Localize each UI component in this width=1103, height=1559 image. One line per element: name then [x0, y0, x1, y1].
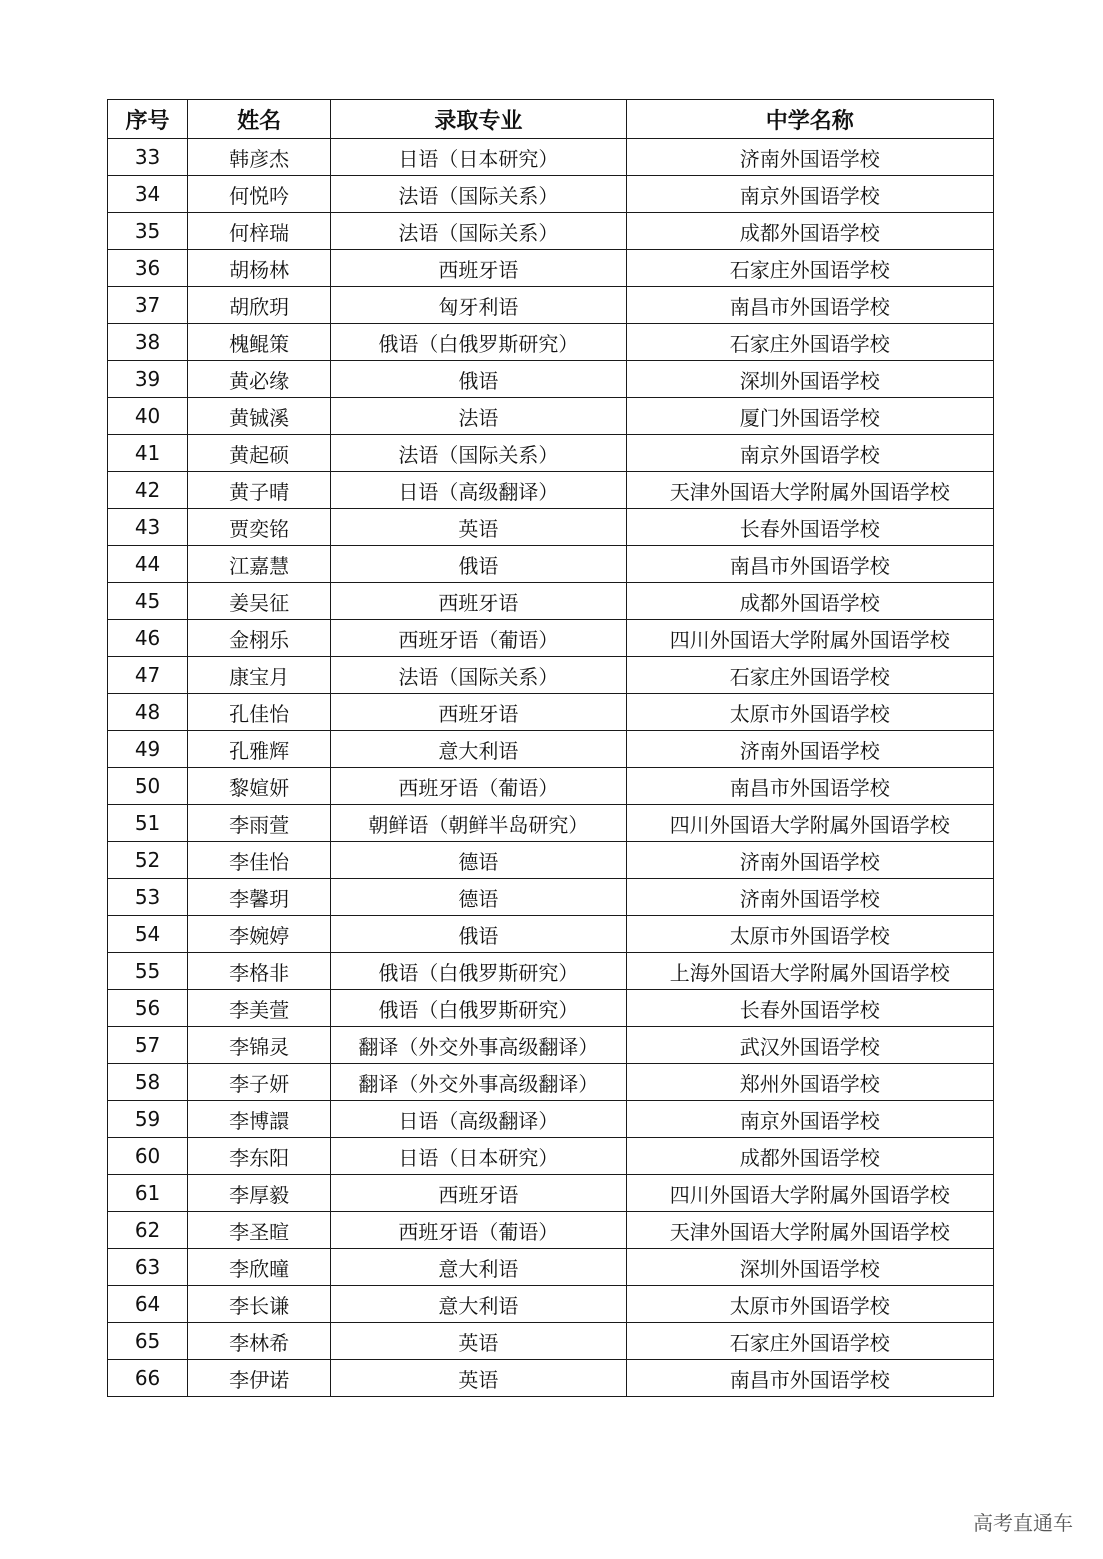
cell-name: 韩彦杰 [188, 139, 331, 176]
cell-major: 意大利语 [331, 1249, 626, 1286]
cell-major: 俄语 [331, 916, 626, 953]
cell-name: 黄起硕 [188, 435, 331, 472]
cell-major: 西班牙语（葡语） [331, 768, 626, 805]
table-row [108, 472, 994, 509]
cell-major: 德语 [331, 842, 626, 879]
cell-name: 胡杨林 [188, 250, 331, 287]
table-row [108, 953, 994, 990]
cell-major: 法语（国际关系） [331, 213, 626, 250]
header-seq: 序号 [108, 100, 188, 139]
cell-school: 长春外国语学校 [626, 509, 993, 546]
cell-seq: 40 [108, 398, 188, 435]
table-row [108, 1323, 994, 1360]
cell-name: 康宝月 [188, 657, 331, 694]
cell-major: 西班牙语 [331, 583, 626, 620]
cell-major: 匈牙利语 [331, 287, 626, 324]
cell-school: 南昌市外国语学校 [626, 287, 993, 324]
table-row [108, 1212, 994, 1249]
cell-seq: 60 [108, 1138, 188, 1175]
table-row [108, 287, 994, 324]
cell-school: 天津外国语大学附属外国语学校 [626, 472, 993, 509]
cell-name: 李圣暄 [188, 1212, 331, 1249]
cell-name: 姜吴征 [188, 583, 331, 620]
table-row [108, 805, 994, 842]
cell-major: 俄语 [331, 546, 626, 583]
cell-seq: 49 [108, 731, 188, 768]
cell-seq: 53 [108, 879, 188, 916]
cell-seq: 46 [108, 620, 188, 657]
cell-seq: 33 [108, 139, 188, 176]
table-row [108, 1175, 994, 1212]
cell-school: 南昌市外国语学校 [626, 546, 993, 583]
cell-school: 成都外国语学校 [626, 583, 993, 620]
cell-name: 李格非 [188, 953, 331, 990]
cell-seq: 57 [108, 1027, 188, 1064]
table-row [108, 879, 994, 916]
cell-seq: 47 [108, 657, 188, 694]
table-row [108, 250, 994, 287]
cell-major: 英语 [331, 1360, 626, 1397]
cell-school: 成都外国语学校 [626, 1138, 993, 1175]
table-row [108, 620, 994, 657]
table-row [108, 657, 994, 694]
cell-name: 李婉婷 [188, 916, 331, 953]
cell-major: 日语（日本研究） [331, 1138, 626, 1175]
cell-seq: 61 [108, 1175, 188, 1212]
cell-major: 西班牙语（葡语） [331, 620, 626, 657]
cell-school: 天津外国语大学附属外国语学校 [626, 1212, 993, 1249]
cell-name: 孔雅辉 [188, 731, 331, 768]
cell-school: 南昌市外国语学校 [626, 1360, 993, 1397]
cell-school: 济南外国语学校 [626, 879, 993, 916]
table-row [108, 213, 994, 250]
cell-school: 太原市外国语学校 [626, 694, 993, 731]
cell-school: 南昌市外国语学校 [626, 768, 993, 805]
cell-school: 南京外国语学校 [626, 1101, 993, 1138]
cell-major: 俄语（白俄罗斯研究） [331, 324, 626, 361]
cell-name: 何梓瑞 [188, 213, 331, 250]
cell-school: 深圳外国语学校 [626, 1249, 993, 1286]
cell-name: 李美萱 [188, 990, 331, 1027]
table-row [108, 990, 994, 1027]
cell-name: 江嘉慧 [188, 546, 331, 583]
cell-major: 英语 [331, 1323, 626, 1360]
cell-name: 贾奕铭 [188, 509, 331, 546]
cell-school: 济南外国语学校 [626, 731, 993, 768]
table-row [108, 1064, 994, 1101]
cell-major: 法语（国际关系） [331, 435, 626, 472]
cell-school: 上海外国语大学附属外国语学校 [626, 953, 993, 990]
table-row [108, 546, 994, 583]
cell-major: 翻译（外交外事高级翻译） [331, 1027, 626, 1064]
table-row [108, 324, 994, 361]
admission-table [107, 99, 994, 1397]
cell-name: 黎媗妍 [188, 768, 331, 805]
table-row [108, 842, 994, 879]
watermark-text: 高考直通车 [973, 1511, 1073, 1535]
cell-name: 槐鲲策 [188, 324, 331, 361]
table-row [108, 1027, 994, 1064]
cell-school: 深圳外国语学校 [626, 361, 993, 398]
cell-name: 李馨玥 [188, 879, 331, 916]
cell-major: 日语（高级翻译） [331, 1101, 626, 1138]
cell-school: 太原市外国语学校 [626, 916, 993, 953]
table-row [108, 768, 994, 805]
table-row [108, 1286, 994, 1323]
table-row [108, 731, 994, 768]
cell-school: 四川外国语大学附属外国语学校 [626, 1175, 993, 1212]
cell-major: 俄语（白俄罗斯研究） [331, 953, 626, 990]
table-row [108, 1249, 994, 1286]
cell-major: 朝鲜语（朝鲜半岛研究） [331, 805, 626, 842]
cell-seq: 52 [108, 842, 188, 879]
cell-seq: 48 [108, 694, 188, 731]
cell-major: 意大利语 [331, 1286, 626, 1323]
cell-name: 何悦吟 [188, 176, 331, 213]
cell-seq: 66 [108, 1360, 188, 1397]
cell-seq: 36 [108, 250, 188, 287]
cell-school: 成都外国语学校 [626, 213, 993, 250]
table-row [108, 398, 994, 435]
header-school: 中学名称 [626, 100, 993, 139]
cell-major: 日语（高级翻译） [331, 472, 626, 509]
cell-name: 黄必缘 [188, 361, 331, 398]
cell-school: 厦门外国语学校 [626, 398, 993, 435]
cell-name: 黄铖溪 [188, 398, 331, 435]
cell-school: 南京外国语学校 [626, 435, 993, 472]
cell-name: 李锦灵 [188, 1027, 331, 1064]
header-name: 姓名 [188, 100, 331, 139]
cell-seq: 38 [108, 324, 188, 361]
cell-name: 李厚毅 [188, 1175, 331, 1212]
cell-school: 武汉外国语学校 [626, 1027, 993, 1064]
cell-major: 俄语（白俄罗斯研究） [331, 990, 626, 1027]
table-row [108, 916, 994, 953]
header-major: 录取专业 [331, 100, 626, 139]
cell-major: 翻译（外交外事高级翻译） [331, 1064, 626, 1101]
table-row [108, 1138, 994, 1175]
cell-major: 法语 [331, 398, 626, 435]
table-row [108, 435, 994, 472]
cell-seq: 42 [108, 472, 188, 509]
table-row [108, 509, 994, 546]
cell-name: 李伊诺 [188, 1360, 331, 1397]
cell-name: 金栩乐 [188, 620, 331, 657]
table-header-row [108, 100, 994, 139]
cell-major: 俄语 [331, 361, 626, 398]
cell-seq: 35 [108, 213, 188, 250]
cell-major: 英语 [331, 509, 626, 546]
cell-school: 石家庄外国语学校 [626, 250, 993, 287]
cell-name: 李雨萱 [188, 805, 331, 842]
table-row [108, 1360, 994, 1397]
cell-seq: 34 [108, 176, 188, 213]
cell-seq: 62 [108, 1212, 188, 1249]
cell-name: 黄子晴 [188, 472, 331, 509]
cell-seq: 65 [108, 1323, 188, 1360]
cell-name: 孔佳怡 [188, 694, 331, 731]
cell-major: 法语（国际关系） [331, 657, 626, 694]
cell-name: 胡欣玥 [188, 287, 331, 324]
cell-school: 四川外国语大学附属外国语学校 [626, 805, 993, 842]
cell-school: 长春外国语学校 [626, 990, 993, 1027]
cell-name: 李长谦 [188, 1286, 331, 1323]
cell-major: 德语 [331, 879, 626, 916]
table-row [108, 1101, 994, 1138]
table-row [108, 583, 994, 620]
cell-school: 郑州外国语学校 [626, 1064, 993, 1101]
cell-seq: 64 [108, 1286, 188, 1323]
cell-seq: 37 [108, 287, 188, 324]
cell-major: 西班牙语（葡语） [331, 1212, 626, 1249]
cell-seq: 51 [108, 805, 188, 842]
table-row [108, 694, 994, 731]
cell-school: 石家庄外国语学校 [626, 324, 993, 361]
cell-school: 南京外国语学校 [626, 176, 993, 213]
cell-seq: 43 [108, 509, 188, 546]
cell-name: 李欣曈 [188, 1249, 331, 1286]
cell-name: 李子妍 [188, 1064, 331, 1101]
cell-school: 石家庄外国语学校 [626, 1323, 993, 1360]
table-row [108, 361, 994, 398]
table-row [108, 139, 994, 176]
cell-seq: 55 [108, 953, 188, 990]
cell-name: 李林希 [188, 1323, 331, 1360]
cell-school: 太原市外国语学校 [626, 1286, 993, 1323]
cell-school: 济南外国语学校 [626, 842, 993, 879]
cell-seq: 41 [108, 435, 188, 472]
cell-seq: 54 [108, 916, 188, 953]
cell-school: 四川外国语大学附属外国语学校 [626, 620, 993, 657]
cell-major: 西班牙语 [331, 250, 626, 287]
cell-school: 石家庄外国语学校 [626, 657, 993, 694]
cell-major: 西班牙语 [331, 1175, 626, 1212]
cell-seq: 59 [108, 1101, 188, 1138]
cell-major: 法语（国际关系） [331, 176, 626, 213]
cell-name: 李博譞 [188, 1101, 331, 1138]
cell-seq: 45 [108, 583, 188, 620]
cell-name: 李佳怡 [188, 842, 331, 879]
cell-seq: 39 [108, 361, 188, 398]
cell-major: 意大利语 [331, 731, 626, 768]
cell-seq: 58 [108, 1064, 188, 1101]
cell-major: 日语（日本研究） [331, 139, 626, 176]
cell-major: 西班牙语 [331, 694, 626, 731]
cell-seq: 50 [108, 768, 188, 805]
table-row [108, 176, 994, 213]
cell-name: 李东阳 [188, 1138, 331, 1175]
cell-seq: 44 [108, 546, 188, 583]
cell-seq: 63 [108, 1249, 188, 1286]
cell-seq: 56 [108, 990, 188, 1027]
cell-school: 济南外国语学校 [626, 139, 993, 176]
table-body [108, 139, 994, 1397]
